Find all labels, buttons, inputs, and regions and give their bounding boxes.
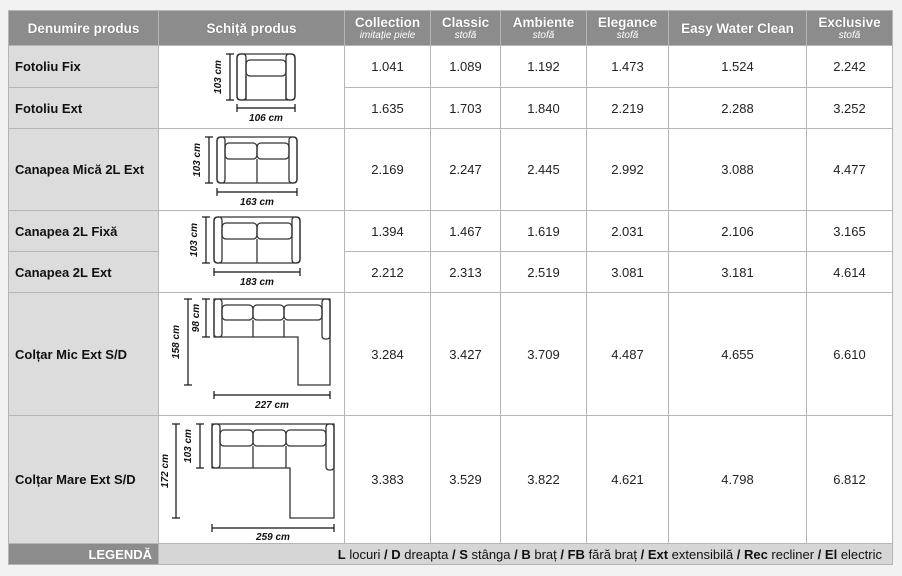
legend-value: stânga [467, 546, 511, 562]
price-cell: 2.519 [501, 252, 587, 293]
legend-value: locuri [345, 546, 381, 562]
sketch-sofa-small [159, 129, 345, 211]
legend-value: extensibilă [668, 546, 734, 562]
price-cell: 4.655 [669, 293, 807, 416]
price-cell: 2.313 [431, 252, 501, 293]
price-cell: 2.247 [431, 129, 501, 211]
corner-small-width-label: 227 cm [254, 400, 289, 411]
table-row [9, 129, 893, 211]
price-cell: 2.288 [669, 88, 807, 129]
legend-key: Rec [743, 546, 768, 562]
legend-key: B [521, 546, 531, 562]
price-cell: 3.081 [587, 252, 669, 293]
legend-value: braț [530, 546, 557, 562]
corner-small-inner-height-label: 98 cm [190, 303, 202, 333]
price-cell: 3.088 [669, 129, 807, 211]
price-cell: 3.822 [501, 416, 587, 544]
corner-large-outer-height-label: 172 cm [159, 453, 171, 488]
header-ambiente: Ambiente stofă [501, 11, 587, 46]
legend-key: D [391, 546, 401, 562]
price-cell: 4.477 [807, 129, 893, 211]
header-collection: Collection imitație piele [345, 11, 431, 46]
sketch-sofa-2l [159, 211, 345, 293]
sketch-corner-large [159, 416, 345, 544]
header-classic: Classic stofă [431, 11, 501, 46]
header-elegance: Elegance stofă [587, 11, 669, 46]
legend-separator: / [733, 546, 744, 562]
legend-text [159, 544, 893, 565]
table-row [9, 88, 893, 129]
price-cell: 2.992 [587, 129, 669, 211]
legend-key: El [824, 546, 838, 562]
product-name: Canapea 2L Ext [9, 252, 159, 293]
header-row [9, 11, 893, 46]
price-cell: 1.467 [431, 211, 501, 252]
price-cell: 3.165 [807, 211, 893, 252]
sofa-2l-width-label: 183 cm [239, 276, 274, 288]
legend-separator: / [814, 546, 825, 562]
legend-separator: / [556, 546, 568, 562]
corner-small-sketch [164, 295, 340, 413]
legend-key: Ext [647, 546, 669, 562]
price-cell: 6.610 [807, 293, 893, 416]
armchair-height-label: 103 cm [212, 60, 224, 94]
table-row [9, 211, 893, 252]
price-cell: 3.709 [501, 293, 587, 416]
product-name: Fotoliu Fix [9, 46, 159, 88]
legend-separator: / [380, 546, 392, 562]
header-product-name: Denumire produs [9, 11, 159, 46]
legend-separator: / [448, 546, 460, 562]
legend-value: dreapta [400, 546, 449, 562]
legend-key: L [337, 546, 346, 562]
sketch-armchair [159, 46, 345, 129]
price-cell: 1.840 [501, 88, 587, 129]
corner-large-sketch [159, 418, 340, 543]
product-name: Colțar Mic Ext S/D [9, 293, 159, 416]
price-cell: 2.106 [669, 211, 807, 252]
sofa-2l-height-label: 103 cm [188, 222, 200, 257]
price-cell: 4.798 [669, 416, 807, 544]
price-cell: 1.635 [345, 88, 431, 129]
sofa-2l-sketch [182, 213, 322, 291]
table-row [9, 416, 893, 544]
price-cell: 3.284 [345, 293, 431, 416]
table-row [9, 293, 893, 416]
price-cell: 3.529 [431, 416, 501, 544]
product-name: Fotoliu Ext [9, 88, 159, 129]
price-cell: 3.383 [345, 416, 431, 544]
price-cell: 6.812 [807, 416, 893, 544]
legend-key: S [459, 546, 468, 562]
legend-label: LEGENDĂ [9, 544, 159, 565]
armchair-width-label: 106 cm [248, 113, 283, 124]
price-cell: 2.212 [345, 252, 431, 293]
legend-value: recliner [767, 546, 815, 562]
price-cell: 4.621 [587, 416, 669, 544]
price-cell: 1.089 [431, 46, 501, 88]
legend-items [338, 547, 882, 562]
product-name: Colțar Mare Ext S/D [9, 416, 159, 544]
table-row [9, 46, 893, 88]
price-cell: 1.192 [501, 46, 587, 88]
corner-small-outer-height-label: 158 cm [170, 325, 182, 359]
price-cell: 3.252 [807, 88, 893, 129]
legend-separator: / [510, 546, 522, 562]
legend-value: fără braț [584, 546, 637, 562]
price-cell: 4.487 [587, 293, 669, 416]
price-cell: 2.219 [587, 88, 669, 129]
price-cell: 3.427 [431, 293, 501, 416]
price-cell: 2.242 [807, 46, 893, 88]
price-cell: 1.524 [669, 46, 807, 88]
product-name: Canapea Mică 2L Ext [9, 129, 159, 211]
corner-large-width-label: 259 cm [255, 531, 290, 543]
header-exclusive: Exclusive stofă [807, 11, 893, 46]
price-cell: 1.041 [345, 46, 431, 88]
sofa-small-height-label: 103 cm [191, 142, 203, 177]
header-easy-water-clean: Easy Water Clean [669, 11, 807, 46]
legend-separator: / [636, 546, 648, 562]
armchair-sketch [197, 48, 307, 126]
sofa-small-sketch [187, 131, 317, 209]
price-table [8, 10, 893, 565]
price-cell: 1.394 [345, 211, 431, 252]
table-row [9, 252, 893, 293]
corner-large-inner-height-label: 103 cm [182, 428, 194, 463]
legend-value: electric [837, 546, 882, 562]
legend-key: FB [567, 546, 585, 562]
price-cell: 2.169 [345, 129, 431, 211]
sofa-small-width-label: 163 cm [239, 196, 274, 208]
price-cell: 1.619 [501, 211, 587, 252]
price-cell: 4.614 [807, 252, 893, 293]
header-sketch: Schiță produs [159, 11, 345, 46]
product-name: Canapea 2L Fixă [9, 211, 159, 252]
price-cell: 1.473 [587, 46, 669, 88]
price-cell: 2.445 [501, 129, 587, 211]
sketch-corner-small [159, 293, 345, 416]
price-cell: 2.031 [587, 211, 669, 252]
price-cell: 3.181 [669, 252, 807, 293]
legend-row [9, 544, 893, 565]
price-cell: 1.703 [431, 88, 501, 129]
